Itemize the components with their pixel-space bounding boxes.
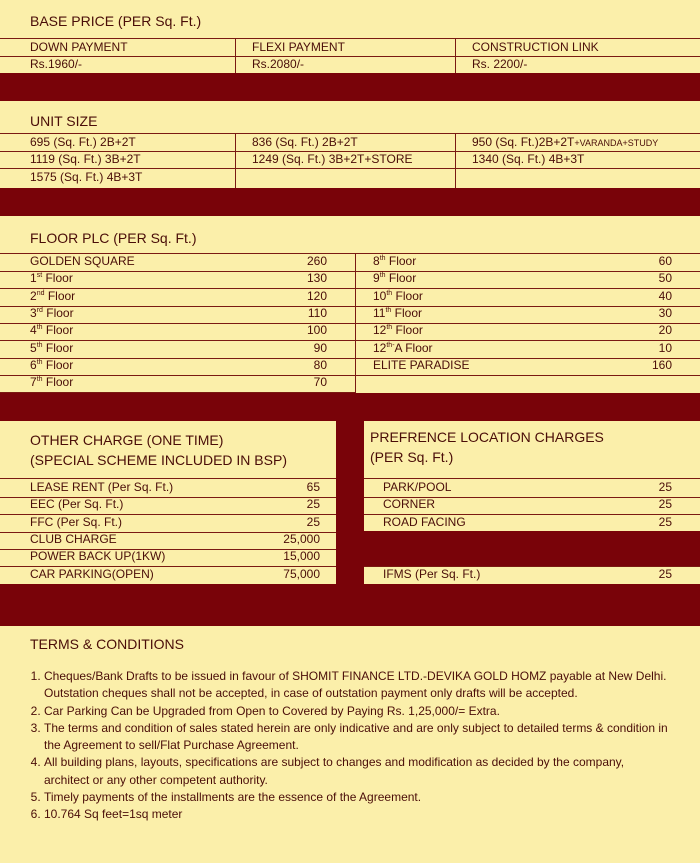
divider [455, 38, 456, 73]
band [0, 584, 700, 626]
floor-value: 110 [307, 305, 327, 320]
floor-ordinal: th- [386, 341, 395, 349]
plc-label: CORNER [383, 497, 436, 512]
divider [235, 133, 236, 188]
plc-value: 25 [658, 480, 672, 494]
base-price-header-flexi: FLEXI PAYMENT [252, 40, 345, 54]
base-price-value-flexi: Rs.2080/- [252, 57, 305, 71]
floor-label: $12^{th-}A$ Floor [373, 340, 433, 355]
floor-label: 4th Floor [30, 323, 74, 338]
floor-ordinal: nd [36, 289, 45, 297]
band [0, 393, 700, 421]
divider [364, 478, 700, 479]
other-charge-value: 15,000 [283, 549, 320, 564]
band [0, 73, 700, 101]
floor-ordinal: th [386, 289, 393, 297]
unit-cell: 1119 (Sq. Ft.) 3B+2T [30, 152, 141, 166]
floor-ordinal: th [386, 324, 393, 332]
band [0, 188, 700, 216]
other-charge-value: 25 [306, 497, 320, 512]
floor-value: 130 [306, 271, 327, 286]
other-charge-value: 25 [306, 514, 320, 529]
floor-label: 12th Floor [373, 323, 423, 338]
floor-value: 100 [306, 323, 327, 338]
floor-label: ELITE PARADISE [373, 357, 470, 372]
floor-label: 7th Floor [30, 375, 74, 390]
divider [0, 56, 700, 57]
floor-label: 11th Floor [373, 305, 422, 320]
floor-ordinal: th [36, 376, 43, 384]
floor-value: 70 [313, 375, 327, 390]
other-charge-label: CAR PARKING(OPEN) [30, 566, 154, 581]
ifms-value: 25 [658, 567, 672, 581]
base-price-value-construction: Rs. 2200/- [472, 57, 528, 71]
divider [455, 133, 456, 188]
unit-cell: 1249 (Sq. Ft.) 3B+2T+STORE [252, 152, 413, 166]
band [336, 421, 364, 584]
base-price-value-down: Rs.1960/- [30, 57, 83, 71]
floor-ordinal: st [36, 272, 43, 280]
terms-item: 6. 10.764 Sq feet=1sq meter [44, 806, 670, 823]
base-price-title: BASE PRICE (PER Sq. Ft.) [30, 13, 202, 29]
floor-label: 8th Floor [373, 254, 417, 268]
divider [0, 38, 700, 39]
terms-list [30, 668, 670, 824]
terms-item: 4. All building plans, layouts, specifications are subject to changes and modification as decided by the company, architect or any other competent authority. [44, 754, 670, 789]
unit-cell-suffix: +VARANDA+STUDY [574, 138, 659, 148]
base-price-header-down: DOWN PAYMENT [30, 40, 128, 54]
unit-cell: 836 (Sq. Ft.) 2B+2T [252, 135, 358, 149]
band [364, 531, 700, 566]
floor-label: 6th Floor [30, 357, 74, 372]
floor-value: 80 [313, 357, 327, 372]
floor-value: 60 [658, 254, 672, 268]
floor-label: 10th Floor [373, 288, 423, 303]
divider [355, 253, 356, 393]
floor-ordinal: th [36, 324, 43, 332]
other-charge-value: 75,000 [283, 566, 320, 581]
terms-item: 5. Timely payments of the installments are the essence of the Agreement. [44, 789, 670, 806]
floor-value: 260 [306, 254, 327, 268]
divider [0, 168, 700, 169]
terms-item: 2. Car Parking Can be Upgraded from Open to Covered by Paying Rs. 1,25,000/= Extra. [44, 703, 670, 720]
divider [0, 133, 700, 134]
divider [235, 38, 236, 73]
plc-label: PARK/POOL [383, 480, 452, 494]
floor-value: 10 [658, 340, 672, 355]
other-charge-label: LEASE RENT (Per Sq. Ft.) [30, 480, 174, 494]
terms-item: 1. Cheques/Bank Drafts to be issued in favour of SHOMIT FINANCE LTD.-DEVIKA GOLD HOMZ payable at New Delhi. Outstation cheques shall not be accepted, in case of outstation payment only drafts will be accepted. [44, 668, 670, 703]
floor-label: 1st Floor [30, 271, 73, 286]
floor-value: 30 [658, 305, 672, 320]
floor-ordinal: th [379, 255, 386, 262]
base-price-header-construction: CONSTRUCTION LINK [472, 40, 599, 54]
ifms-label: IFMS (Per Sq. Ft.) [383, 567, 481, 581]
floor-label: 5th Floor [30, 340, 74, 355]
plc-value: 25 [658, 514, 672, 529]
floor-label: 9th Floor [373, 271, 417, 286]
terms-item: 3. The terms and condition of sales stated herein are only indicative and are only subject to detailed terms & condition in the Agreement to sell/Flat Purchase Agreement. [44, 720, 670, 755]
other-charge-title-1: OTHER CHARGE (ONE TIME) [30, 432, 224, 448]
floor-value: 40 [658, 288, 672, 303]
floor-ordinal: th [379, 272, 386, 280]
floor-ordinal: th [385, 306, 392, 314]
floor-value: 160 [651, 357, 672, 372]
floor-label: 2nd Floor [30, 288, 76, 303]
floor-plc-title: FLOOR PLC (PER Sq. Ft.) [30, 230, 197, 246]
divider [355, 375, 700, 376]
unit-cell: 695 (Sq. Ft.) 2B+2T [30, 135, 136, 149]
other-charge-title-2: (SPECIAL SCHEME INCLUDED IN BSP) [30, 452, 287, 468]
plc-label: ROAD FACING [383, 514, 466, 529]
other-charge-label: CLUB CHARGE [30, 531, 117, 546]
unit-cell: 1340 (Sq. Ft.) 4B+3T [472, 152, 585, 166]
plc-title-2: (PER Sq. Ft.) [370, 449, 454, 465]
other-charge-value: 65 [306, 480, 320, 494]
other-charge-label: POWER BACK UP(1KW) [30, 549, 166, 564]
unit-cell [472, 135, 658, 149]
floor-value: 20 [658, 323, 672, 338]
plc-title-1: PREFRENCE LOCATION CHARGES [370, 429, 604, 445]
plc-value: 25 [658, 497, 672, 512]
divider [0, 478, 336, 479]
floor-ordinal: rd [36, 306, 43, 314]
terms-title: TERMS & CONDITIONS [30, 636, 185, 652]
floor-value: 120 [306, 288, 327, 303]
floor-value: 50 [658, 271, 672, 286]
floor-ordinal: th [36, 341, 43, 349]
unit-cell-text: 950 (Sq. Ft.)2B+2T [472, 135, 575, 149]
unit-cell: 1575 (Sq. Ft.) 4B+3T [30, 170, 143, 184]
floor-ordinal: th [36, 358, 43, 366]
other-charge-label: FFC (Per Sq. Ft.) [30, 514, 123, 529]
other-charge-label: EEC (Per Sq. Ft.) [30, 497, 124, 512]
unit-size-title: UNIT SIZE [30, 113, 98, 129]
floor-label: GOLDEN SQUARE [30, 254, 135, 268]
floor-value: 90 [313, 340, 327, 355]
floor-label: 3rd Floor [30, 305, 74, 320]
other-charge-value: 25,000 [283, 531, 320, 546]
